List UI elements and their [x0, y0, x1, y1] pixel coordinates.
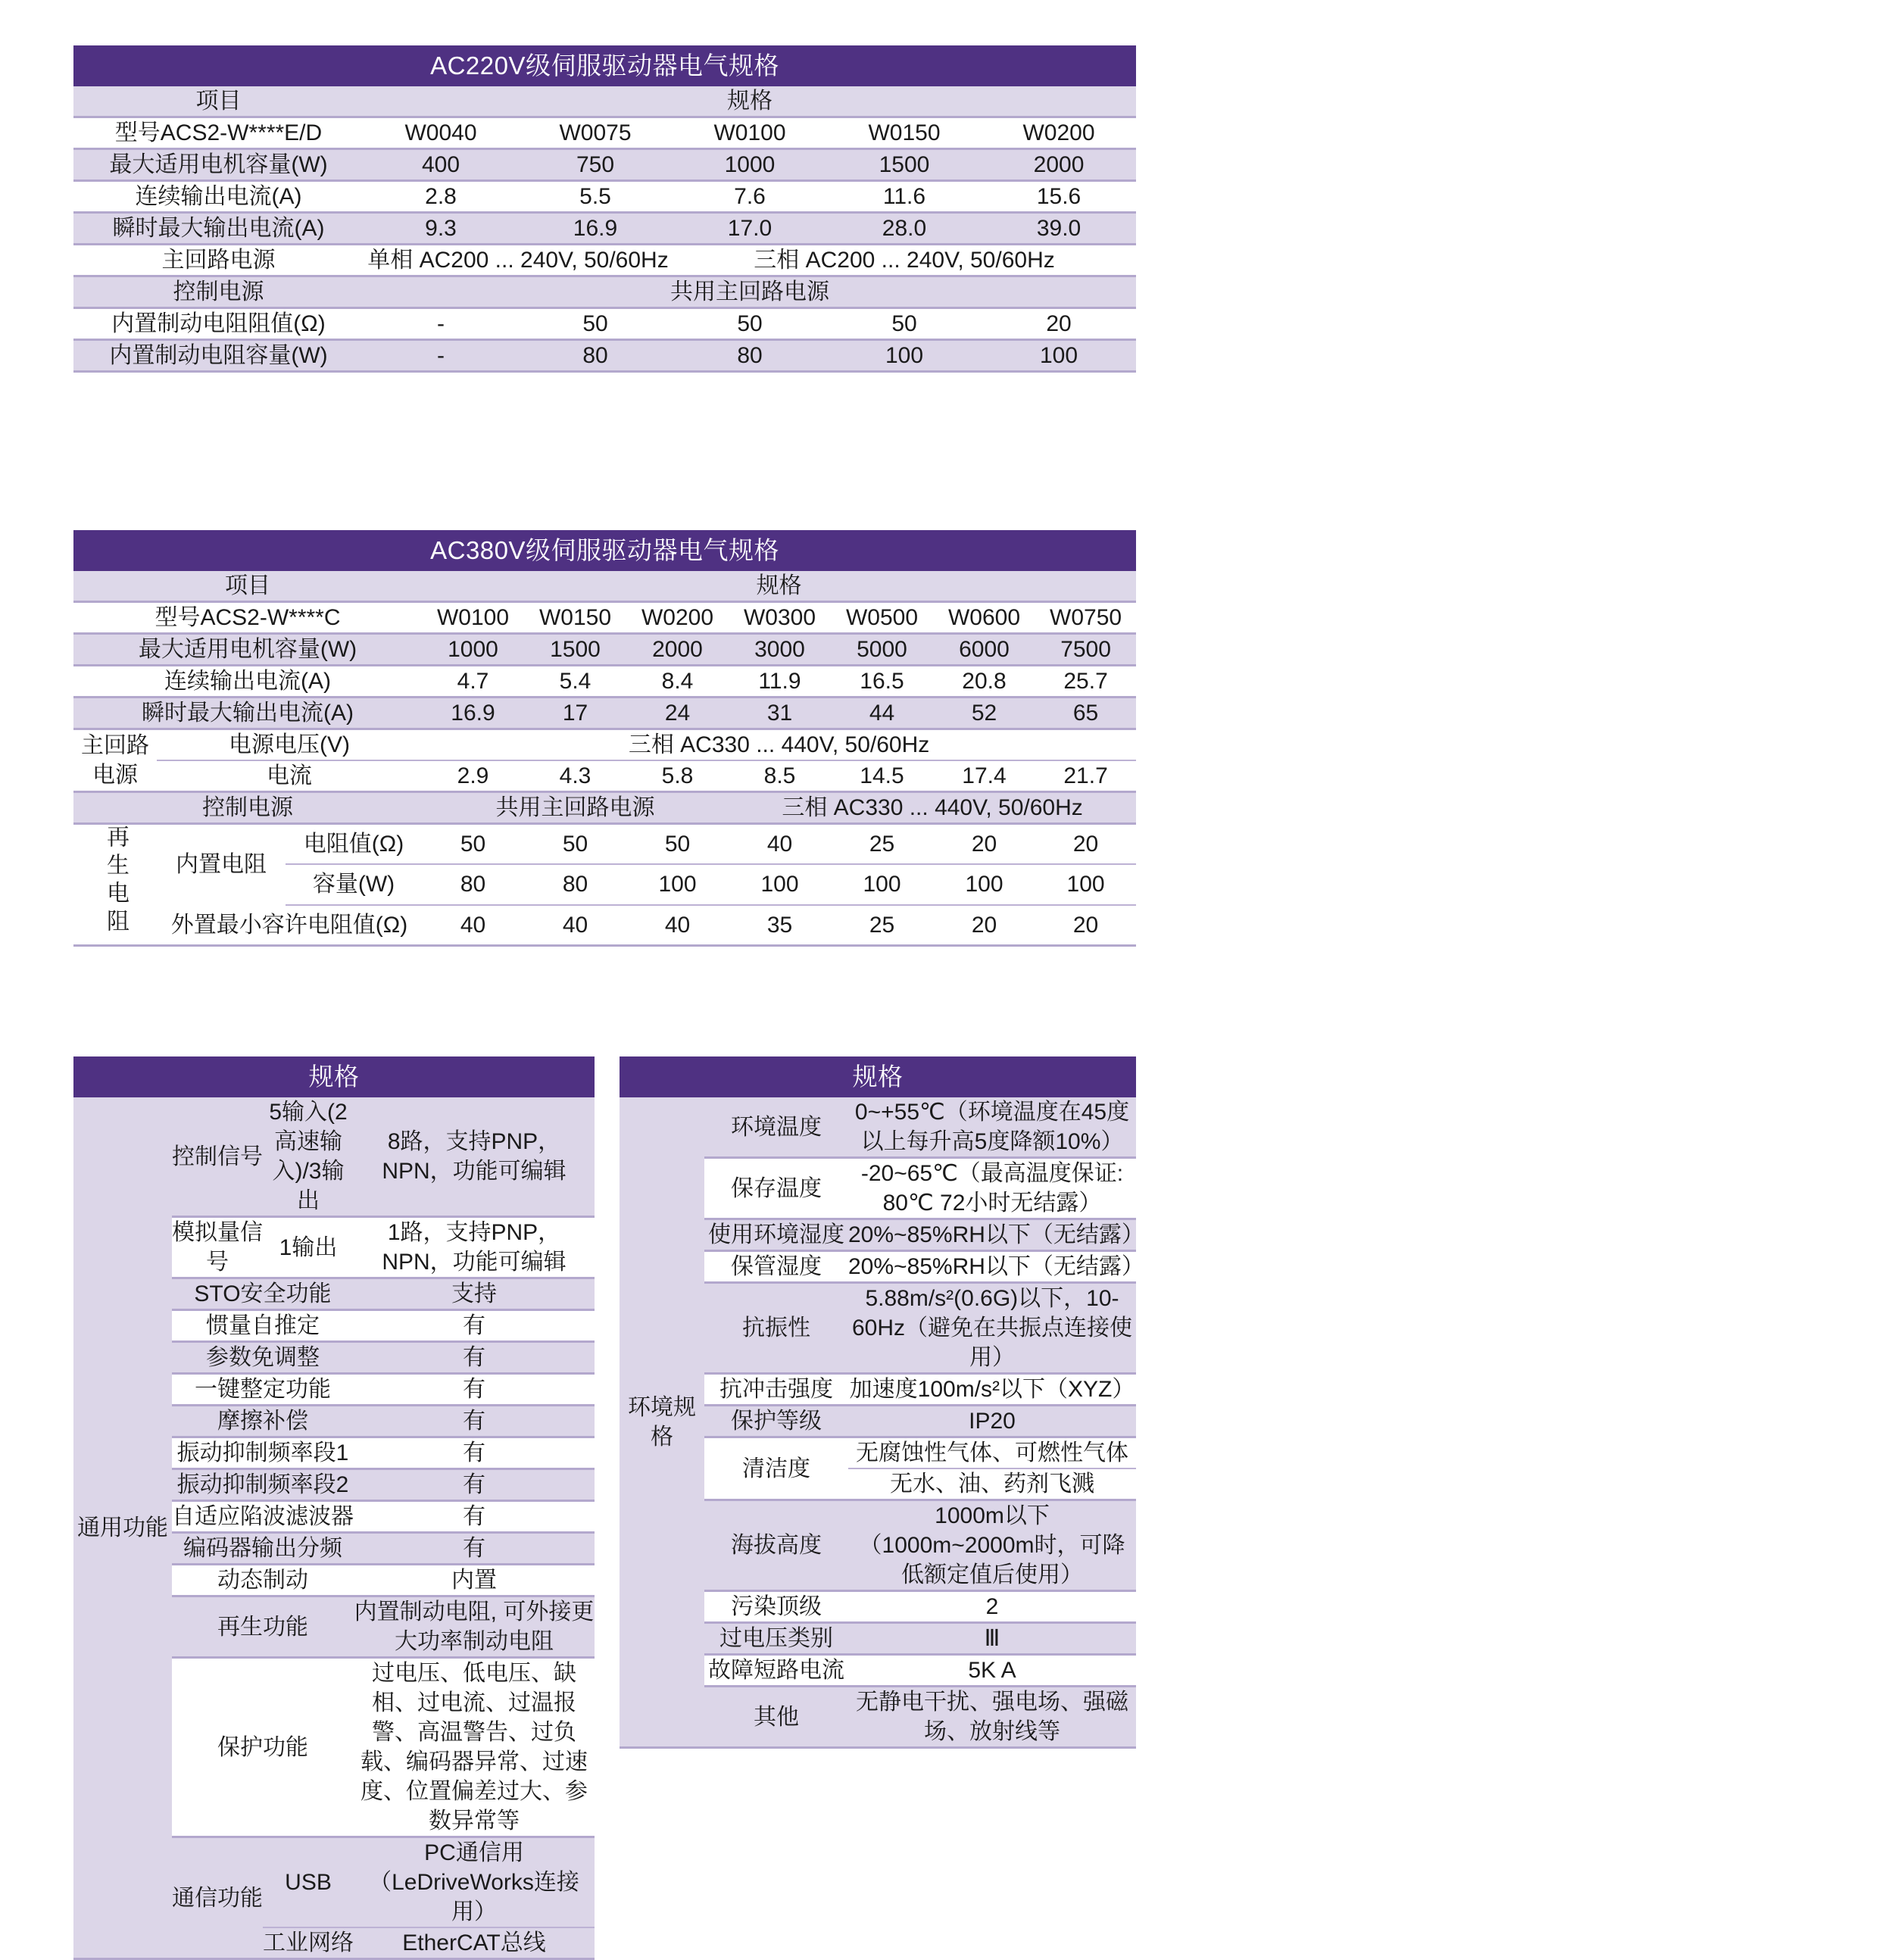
row-value: 5.5: [579, 184, 611, 209]
row-value: 有: [463, 1440, 485, 1465]
row-value: 5K A: [968, 1658, 1016, 1683]
row-value: 100: [1035, 864, 1136, 904]
row-value: -20~65℃（最高温度保证: 80℃ 72小时无结露）: [860, 1161, 1124, 1216]
row-value: 50: [626, 824, 729, 865]
control-power-value-right: 三相 AC330 ... 440V, 50/60Hz: [782, 795, 1083, 820]
row-label: 保存温度: [731, 1175, 822, 1201]
row-value: 24: [664, 701, 691, 726]
row-label: 保管湿度: [731, 1254, 822, 1279]
model-row-label: 型号ACS2-W****E/D: [114, 120, 323, 145]
row-value: 21.7: [1063, 763, 1108, 788]
model-cell: W0100: [436, 605, 510, 630]
row-label: 摩擦补偿: [217, 1409, 308, 1434]
row-value: 40: [729, 824, 831, 865]
row-value: 1500: [879, 152, 930, 177]
row-value: 50: [891, 311, 917, 336]
row-value: 5.4: [559, 669, 591, 694]
row-value: 80: [582, 343, 608, 368]
row-value: 20: [1046, 311, 1072, 336]
row-value: 14.5: [860, 763, 904, 788]
main-power-label: 主回路电源: [161, 248, 276, 273]
comm-network-value: EtherCAT总线: [402, 1930, 546, 1955]
row-value: 20: [1035, 824, 1136, 865]
function-group-label: 通用功能: [77, 1515, 168, 1540]
row-label: 振动抑制频率段2: [176, 1472, 349, 1497]
row-value: 有: [463, 1472, 485, 1497]
row-value: 65: [1072, 701, 1099, 726]
row-value: 7500: [1060, 637, 1111, 662]
model-cell: W0150: [868, 120, 941, 145]
model-cell: W0150: [538, 605, 612, 630]
regen-external-row: [73, 905, 1136, 946]
table-row: [73, 340, 1136, 372]
model-cell: W0100: [713, 120, 786, 145]
row-value: 8.5: [763, 763, 796, 788]
row-value: 20: [933, 824, 1035, 865]
row-value: 40: [460, 912, 486, 938]
row-value: 100: [729, 864, 831, 904]
model-row: [73, 117, 1136, 149]
row-value: 31: [766, 701, 793, 726]
main-power-voltage-row: [73, 729, 1136, 761]
table-row: [73, 698, 1136, 729]
row-label: 再生功能: [217, 1614, 308, 1640]
table-row: [73, 149, 1136, 181]
row-label: 瞬时最大输出电流(A): [142, 701, 354, 726]
row-value: 44: [869, 701, 895, 726]
row-value: 4.7: [457, 669, 489, 694]
row-label: 瞬时最大输出电流(A): [112, 216, 325, 241]
row-label: 自适应陷波滤波器: [172, 1504, 354, 1529]
model-cell: W0200: [1022, 120, 1095, 145]
model-cell: W0600: [947, 605, 1021, 630]
row-label: 连续输出电流(A): [135, 184, 302, 209]
row-label: 最大适用电机容量(W): [138, 637, 357, 662]
regen-capacity-label: 容量(W): [286, 864, 422, 904]
control-signal-sub: 5输入(2高速输入)/3输出: [269, 1100, 348, 1213]
model-cell: W0200: [641, 605, 714, 630]
row-value: 39.0: [1036, 216, 1082, 241]
banner-label: 规格: [852, 1062, 904, 1091]
regen-builtin-label: 内置电阻: [176, 852, 267, 878]
control-power-label: 控制电源: [202, 795, 293, 820]
regen-external-label: 外置最小容许电阻值(Ω): [170, 912, 408, 938]
banner-label: AC380V级伺服驱动器电气规格: [430, 535, 780, 564]
control-power-label: 控制电源: [173, 279, 264, 304]
row-label: 污染顶级: [731, 1594, 822, 1619]
row-label: 环境温度: [731, 1114, 822, 1140]
row-value: 25: [869, 912, 895, 938]
row-value: 100: [885, 343, 924, 368]
row-value: 52: [971, 701, 997, 726]
row-value: 100: [831, 864, 933, 904]
comm-group-label: 通信功能: [172, 1885, 263, 1911]
row-value: 100: [1039, 343, 1078, 368]
model-row-label: 型号ACS2-W****C: [155, 605, 341, 630]
row-value: 内置制动电阻, 可外接更大功率制动电阻: [354, 1600, 595, 1654]
cleanliness-value-1: 无腐蚀性气体、可燃性气体: [848, 1437, 1136, 1469]
main-power-single-phase: 单相 AC200 ... 240V, 50/60Hz: [367, 248, 669, 273]
header-spec: 规格: [727, 89, 773, 114]
row-label: 抗冲击强度: [719, 1377, 833, 1402]
row-value: 4.3: [559, 763, 591, 788]
table-header-row: [73, 86, 1136, 117]
cleanliness-label: 清洁度: [742, 1456, 810, 1481]
row-value: 17: [562, 701, 588, 726]
row-value: 15.6: [1036, 184, 1082, 209]
row-label: 使用环境湿度: [708, 1222, 844, 1247]
row-value: 有: [463, 1345, 485, 1370]
table-banner: [73, 530, 1136, 571]
table-row: [73, 634, 1136, 666]
main-power-label: 主回路电源: [81, 733, 149, 788]
row-value: 有: [463, 1377, 485, 1402]
analog-signal-sub: 1输出: [279, 1234, 338, 1260]
row-value: 0~+55℃（环境温度在45度以上每升高5度降额10%）: [854, 1100, 1130, 1154]
row-value: 400: [421, 152, 460, 177]
row-value: -: [437, 343, 445, 368]
banner-label: AC220V级伺服驱动器电气规格: [430, 51, 779, 80]
table-banner: [620, 1056, 1136, 1097]
table-header-row: [73, 571, 1136, 602]
row-value: 1000: [724, 152, 776, 177]
row-value: 有: [463, 1313, 485, 1338]
row-value: 1500: [550, 637, 601, 662]
row-value: Ⅲ: [984, 1626, 1000, 1651]
row-value: 9.3: [425, 216, 457, 241]
main-power-voltage-label: 电源电压(V): [157, 729, 422, 761]
altitude-label: 海拔高度: [731, 1533, 822, 1558]
cleanliness-value-2: 无水、油、药剂飞溅: [890, 1472, 1094, 1497]
main-power-current-row: [73, 760, 1136, 792]
row-value: 35: [766, 912, 793, 938]
header-item: 项目: [195, 89, 242, 114]
control-signal-row: [73, 1097, 595, 1217]
main-power-three-phase: 三相 AC200 ... 240V, 50/60Hz: [754, 248, 1055, 273]
row-value: 6000: [959, 637, 1010, 662]
regen-resistance-label: 电阻值(Ω): [286, 824, 422, 865]
row-label: 抗振性: [742, 1316, 810, 1340]
analog-signal-label: 模拟量信号: [172, 1220, 263, 1275]
row-label: 最大适用电机容量(W): [109, 152, 328, 177]
row-value: 11.6: [882, 184, 926, 209]
row-value: 5.88m/s²(0.6G)以下，10-60Hz（避免在共振点连接使用）: [851, 1286, 1133, 1370]
protection-label: 保护功能: [217, 1734, 308, 1760]
row-label: 惯量自推定: [206, 1313, 320, 1338]
comm-usb-label: USB: [263, 1837, 354, 1928]
row-label: 保护等级: [731, 1409, 822, 1434]
row-value: 80: [737, 343, 763, 368]
environment-spec-table: [620, 1056, 1144, 1749]
row-value: 支持: [451, 1281, 497, 1306]
row-value: 有: [463, 1536, 485, 1561]
main-power-voltage-value: 三相 AC330 ... 440V, 50/60Hz: [422, 729, 1136, 761]
row-value: 50: [737, 311, 763, 336]
header-spec: 规格: [756, 573, 802, 598]
control-power-value-left: 共用主回路电源: [495, 795, 655, 820]
header-item: 项目: [225, 573, 270, 598]
row-label: 振动抑制频率段1: [176, 1440, 349, 1465]
row-value: 25.7: [1063, 669, 1108, 694]
regen-group-label: [73, 824, 157, 946]
row-value: 16.5: [860, 669, 904, 694]
row-value: 17.4: [962, 763, 1007, 788]
row-value: 100: [933, 864, 1035, 904]
row-value: 2.8: [425, 184, 457, 209]
banner-label: 规格: [308, 1062, 360, 1091]
comm-usb-value: PC通信用（LeDriveWorks连接用）: [354, 1837, 595, 1928]
row-value: 2.9: [457, 763, 489, 788]
row-value: 无静电干扰、强电场、强磁场、放射线等: [856, 1690, 1128, 1744]
row-value: 17.0: [727, 216, 773, 241]
row-value: 7.6: [734, 184, 766, 209]
row-label: 一键整定功能: [195, 1377, 331, 1402]
row-value: 5.8: [661, 763, 694, 788]
general-function-table: [73, 1056, 595, 1960]
row-value: 50: [582, 311, 608, 336]
model-cell: W0750: [1050, 605, 1122, 630]
model-cell: W0500: [845, 605, 919, 630]
row-label: STO安全功能: [194, 1281, 332, 1306]
control-signal-value: 8路，支持PNP，NPN，功能可编辑: [382, 1129, 567, 1184]
row-value: 5000: [857, 637, 907, 662]
protection-value: 过电压、低电压、缺相、过电流、过温报警、高温警告、过负载、编码器异常、过速度、位置偏差过大、参数异常等: [361, 1661, 588, 1834]
row-value: 内置: [451, 1568, 497, 1593]
row-label: 过电压类别: [719, 1626, 833, 1651]
main-power-row: [73, 245, 1136, 276]
table-row: [73, 308, 1136, 340]
row-value: 11.9: [758, 669, 801, 694]
control-power-row: [73, 276, 1136, 308]
row-value: 50: [524, 824, 626, 865]
row-label: 编码器输出分频: [183, 1536, 342, 1561]
row-label: 故障短路电流: [708, 1658, 844, 1683]
row-value: 16.9: [573, 216, 618, 241]
environment-group-label: 环境规格: [628, 1394, 696, 1450]
row-value: 20%~85%RH以下（无结露）: [848, 1222, 1144, 1247]
ac220v-spec-table: [73, 45, 1136, 373]
row-value: 25: [831, 824, 933, 865]
row-value: 80: [524, 864, 626, 904]
row-value: 加速度100m/s²以下（XYZ）: [849, 1377, 1135, 1402]
row-label: 内置制动电阻容量(W): [109, 343, 328, 368]
row-value: 有: [463, 1504, 485, 1529]
row-value: 2000: [652, 637, 703, 662]
ac380v-spec-table: [73, 530, 1136, 947]
row-value: 1000: [448, 637, 498, 662]
row-label: 其他: [754, 1704, 799, 1730]
row-value: 2: [985, 1594, 999, 1619]
comm-network-label: 工业网络: [263, 1930, 354, 1955]
row-value: 8.4: [661, 669, 694, 694]
model-cell: W0075: [559, 120, 632, 145]
analog-signal-value: 1路，支持PNP，NPN，功能可编辑: [382, 1220, 567, 1275]
regen-group-label-text: 再生电阻: [103, 825, 128, 937]
control-signal-label: 控制信号: [172, 1144, 263, 1169]
row-value: 有: [463, 1409, 485, 1434]
table-row: [73, 213, 1136, 245]
row-value: 20.8: [962, 669, 1007, 694]
row-value: 750: [576, 152, 615, 177]
row-value: 80: [422, 864, 524, 904]
table-row: [73, 666, 1136, 698]
model-row: [73, 602, 1136, 634]
row-value: -: [437, 311, 445, 336]
control-power-row: [73, 792, 1136, 824]
row-value: 50: [422, 824, 524, 865]
row-value: 3000: [754, 637, 805, 662]
control-power-value: 共用主回路电源: [670, 279, 830, 304]
row-value: 20: [1072, 912, 1099, 938]
altitude-value: 1000m以下（1000m~2000m时，可降低额定值后使用）: [859, 1503, 1125, 1587]
row-value: 2000: [1033, 152, 1085, 177]
table-row: [73, 181, 1136, 213]
row-value: 20: [971, 912, 997, 938]
row-value: IP20: [969, 1409, 1016, 1434]
main-power-current-label: 电流: [267, 763, 312, 788]
row-value: 40: [664, 912, 691, 938]
row-value: 20%~85%RH以下（无结露）: [848, 1254, 1144, 1279]
table-banner: [73, 1056, 595, 1097]
row-label: 内置制动电阻阻值(Ω): [111, 311, 326, 336]
row-value: 28.0: [882, 216, 927, 241]
row-value: 100: [626, 864, 729, 904]
model-cell: W0040: [404, 120, 477, 145]
row-value: 40: [562, 912, 588, 938]
row-value: 16.9: [451, 701, 495, 726]
table-row: [620, 1097, 1136, 1158]
row-label: 动态制动: [217, 1568, 308, 1593]
row-label: 参数免调整: [206, 1345, 320, 1370]
table-banner: [73, 45, 1136, 86]
model-cell: W0300: [743, 605, 816, 630]
row-label: 连续输出电流(A): [164, 669, 331, 694]
regen-resistance-row: [73, 824, 1136, 865]
